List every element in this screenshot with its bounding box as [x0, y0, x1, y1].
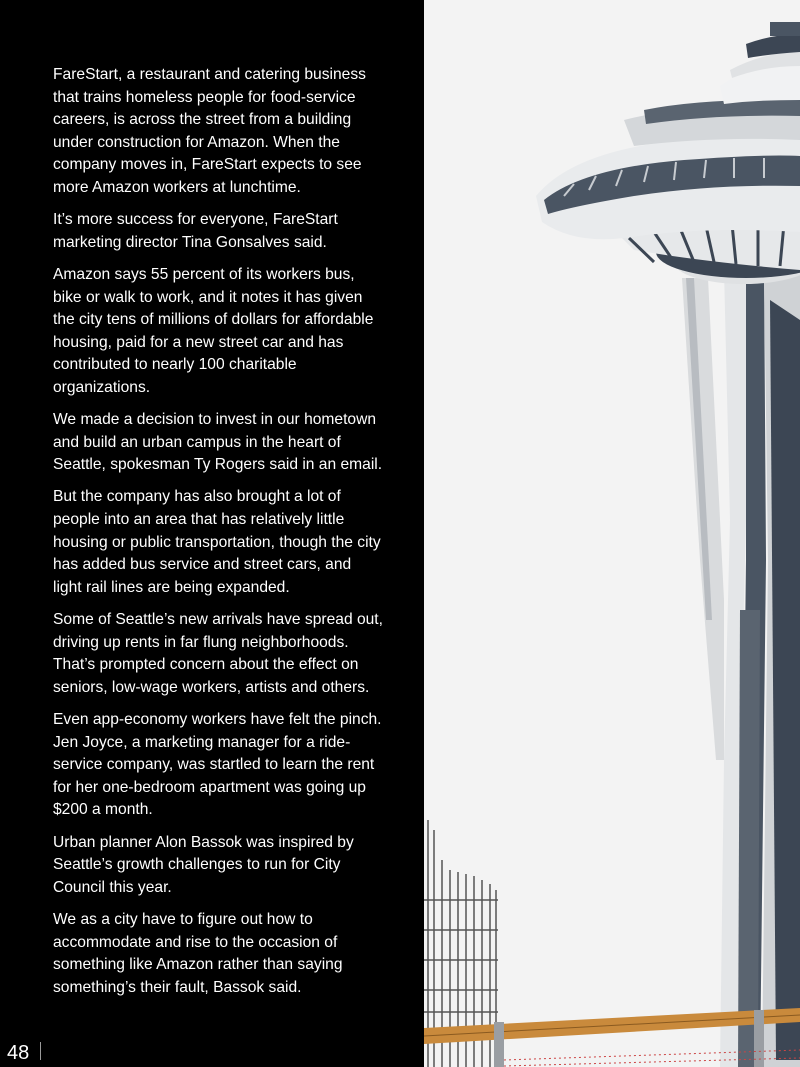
article-paragraph: FareStart, a restaurant and catering business that trains homeless people for food-service careers, is across the street from a building under construction for Amazon. When the company moves in, FareStart expects to see more Amazon workers at lunchtime. [53, 66, 366, 196]
article-paragraph: Even app-economy workers have felt the pinch. Jen Joyce, a marketing manager for a ride-service company, was startled to learn the rent for her one-bedroom apartment was going up $200 a month. [53, 711, 382, 819]
article-paragraph: We made a decision to invest in our hometown and build an urban campus in the heart of Seattle, spokesman Ty Rogers said in an email. [53, 411, 383, 474]
article-paragraph: Some of Seattle’s new arrivals have spread out, driving up rents in far flung neighborhoods. That’s prompted concern about the effect on seniors, low-wage workers, artists and others. [53, 611, 383, 696]
space-needle-illustration [424, 0, 800, 1067]
article-paragraph: But the company has also brought a lot of people into an area that has relatively little housing or public transportation, though the city has added bus service and street cars, and light rail lines are being expanded. [53, 488, 381, 596]
article-paragraph: Amazon says 55 percent of its workers bus, bike or walk to work, and it notes it has given the city tens of millions of dollars for affordable housing, paid for a new street car and has contributed to nearly 100 charitable organizations. [53, 265, 374, 396]
page-number: 48 [7, 1042, 30, 1064]
article-paragraph: It’s more success for everyone, FareStart marketing director Tina Gonsalves said. [53, 211, 338, 251]
article-paragraph: Urban planner Alon Bassok was inspired by Seattle’s growth challenges to run for City Council this year. [53, 833, 354, 896]
page-divider [40, 1042, 41, 1060]
article-body [53, 64, 383, 1009]
space-needle-photo [424, 0, 800, 1067]
article-paragraph: We as a city have to figure out how to accommodate and rise to the occasion of something like Amazon rather than saying something’s their fault, Bassok said. [53, 910, 343, 996]
